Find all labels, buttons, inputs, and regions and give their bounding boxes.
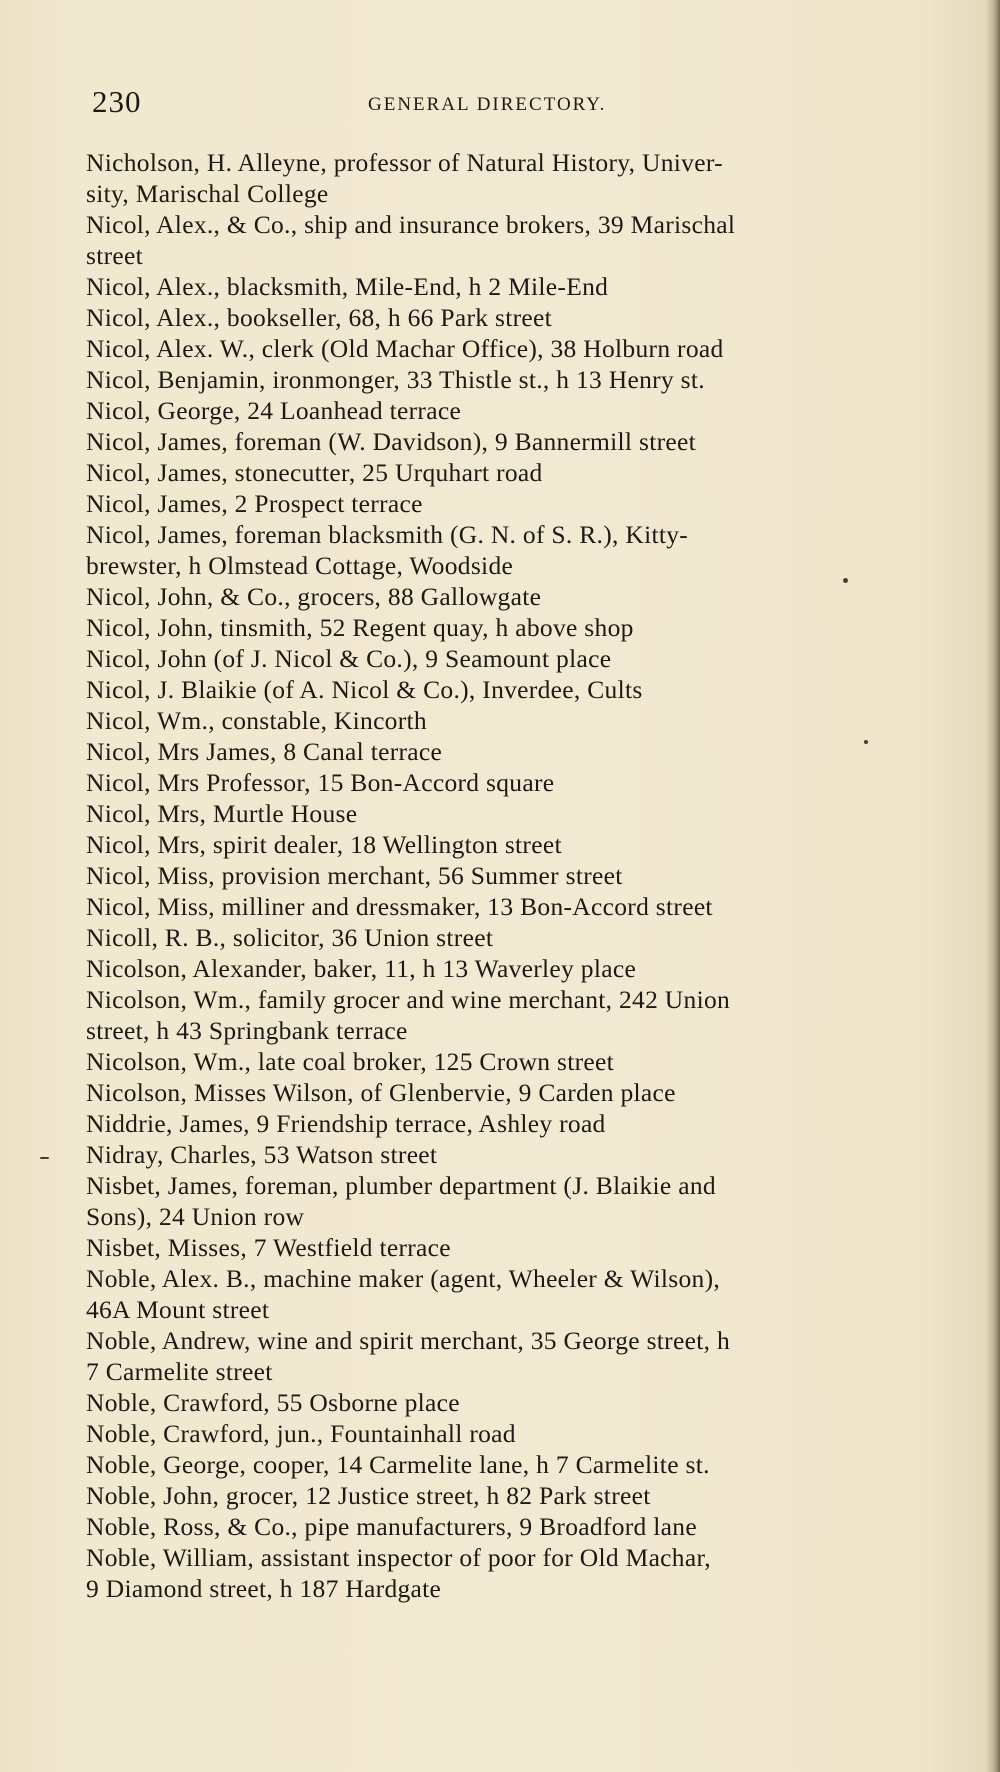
directory-entry	[86, 1139, 936, 1170]
entry-continuation-line: 46A Mount street	[86, 1295, 270, 1324]
entry-continuation-line: brewster, h Olmstead Cottage, Woodside	[86, 551, 514, 580]
directory-entry	[86, 860, 936, 891]
entry-line: Nicol, James, 2 Prospect terrace	[86, 489, 423, 518]
entry-continuation-line: Sons), 24 Union row	[86, 1202, 305, 1231]
directory-entry	[86, 1480, 936, 1511]
ink-speck	[40, 1157, 49, 1159]
entry-line: Nicol, Alex., blacksmith, Mile-End, h 2 Mile-End	[86, 272, 609, 301]
directory-entry	[86, 1511, 936, 1542]
entry-continuation-line: 9 Diamond street, h 187 Hardgate	[86, 1574, 442, 1603]
directory-entry	[86, 457, 936, 488]
directory-entry	[86, 1449, 936, 1480]
ink-speck	[843, 578, 848, 583]
directory-entry	[86, 829, 936, 860]
entry-line: Nicol, Mrs Professor, 15 Bon-Accord square	[86, 768, 555, 797]
ink-speck	[864, 740, 868, 744]
entry-line: Nicol, John, & Co., grocers, 88 Gallowgate	[86, 582, 542, 611]
entry-line: Nicol, Alex., bookseller, 68, h 66 Park street	[86, 303, 553, 332]
directory-entry	[86, 1325, 936, 1387]
entry-line: Noble, Crawford, jun., Fountainhall road	[86, 1419, 516, 1448]
directory-entry	[86, 767, 936, 798]
directory-entry	[86, 891, 936, 922]
entry-line: Nicol, Miss, milliner and dressmaker, 13 Bon-Accord street	[86, 892, 713, 921]
directory-entry	[86, 581, 936, 612]
entry-line: Nicolson, Wm., family grocer and wine merchant, 242 Union	[86, 985, 731, 1014]
directory-entry	[86, 705, 936, 736]
running-head	[92, 84, 672, 124]
entry-line: Nicol, J. Blaikie (of A. Nicol & Co.), Inverdee, Cults	[86, 675, 643, 704]
entry-line: Nicol, Mrs James, 8 Canal terrace	[86, 737, 443, 766]
directory-entry	[86, 364, 936, 395]
directory-entry	[86, 1232, 936, 1263]
entry-line: Nicol, George, 24 Loanhead terrace	[86, 396, 462, 425]
entry-line: Nicol, Alex. W., clerk (Old Machar Office), 38 Holburn road	[86, 334, 724, 363]
entry-line: Noble, Ross, & Co., pipe manufacturers, 9 Broadford lane	[86, 1512, 697, 1541]
directory-entry	[86, 302, 936, 333]
directory-entry	[86, 1108, 936, 1139]
entry-line: Nicholson, H. Alleyne, professor of Natural History, Univer-	[86, 148, 723, 177]
entry-continuation-line: street	[86, 241, 144, 270]
directory-entry	[86, 674, 936, 705]
entry-line: Nicol, James, stonecutter, 25 Urquhart road	[86, 458, 543, 487]
entry-line: Nicol, John, tinsmith, 52 Regent quay, h above shop	[86, 613, 634, 642]
page-edge-shadow	[986, 0, 1000, 1772]
directory-entry	[86, 612, 936, 643]
directory-entry	[86, 147, 936, 209]
entry-continuation-line: 7 Carmelite street	[86, 1357, 273, 1386]
directory-entry	[86, 643, 936, 674]
directory-entry	[86, 1170, 936, 1232]
directory-entry	[86, 1387, 936, 1418]
entry-line: Noble, John, grocer, 12 Justice street, h 82 Park street	[86, 1481, 651, 1510]
running-title: GENERAL DIRECTORY.	[368, 94, 607, 115]
entry-line: Nicol, Benjamin, ironmonger, 33 Thistle st., h 13 Henry st.	[86, 365, 705, 394]
entry-line: Nisbet, Misses, 7 Westfield terrace	[86, 1233, 451, 1262]
entry-line: Noble, George, cooper, 14 Carmelite lane, h 7 Carmelite st.	[86, 1450, 710, 1479]
directory-entry	[86, 1418, 936, 1449]
directory-entry	[86, 488, 936, 519]
directory-entry	[86, 395, 936, 426]
entry-line: Nidray, Charles, 53 Watson street	[86, 1140, 438, 1169]
directory-entry	[86, 984, 936, 1046]
entry-continuation-line: street, h 43 Springbank terrace	[86, 1016, 408, 1045]
entry-line: Nicoll, R. B., solicitor, 36 Union street	[86, 923, 494, 952]
entry-line: Nicol, John (of J. Nicol & Co.), 9 Seamount place	[86, 644, 612, 673]
entry-line: Nicol, James, foreman (W. Davidson), 9 Bannermill street	[86, 427, 696, 456]
directory-entry	[86, 519, 936, 581]
entry-line: Noble, Andrew, wine and spirit merchant, 35 George street, h	[86, 1326, 730, 1355]
entry-line: Nicol, Mrs, Murtle House	[86, 799, 358, 828]
directory-entry	[86, 209, 936, 271]
entry-line: Nicolson, Alexander, baker, 11, h 13 Waverley place	[86, 954, 637, 983]
directory-entries	[86, 147, 936, 1604]
entry-line: Nicolson, Wm., late coal broker, 125 Crown street	[86, 1047, 615, 1076]
directory-entry	[86, 1542, 936, 1604]
entry-line: Nisbet, James, foreman, plumber department (J. Blaikie and	[86, 1171, 716, 1200]
directory-entry	[86, 922, 936, 953]
entry-line: Niddrie, James, 9 Friendship terrace, Ashley road	[86, 1109, 606, 1138]
directory-entry	[86, 271, 936, 302]
directory-entry	[86, 1046, 936, 1077]
entry-line: Nicol, Wm., constable, Kincorth	[86, 706, 427, 735]
entry-line: Nicol, Miss, provision merchant, 56 Summer street	[86, 861, 623, 890]
directory-entry	[86, 333, 936, 364]
entry-line: Nicol, Mrs, spirit dealer, 18 Wellington street	[86, 830, 562, 859]
directory-entry	[86, 798, 936, 829]
directory-entry	[86, 426, 936, 457]
entry-line: Noble, Crawford, 55 Osborne place	[86, 1388, 460, 1417]
entry-line: Noble, Alex. B., machine maker (agent, Wheeler & Wilson),	[86, 1264, 721, 1293]
directory-entry	[86, 953, 936, 984]
page-number: 230	[92, 84, 142, 119]
entry-line: Nicol, James, foreman blacksmith (G. N. of S. R.), Kitty-	[86, 520, 689, 549]
directory-entry	[86, 1263, 936, 1325]
entry-line: Nicolson, Misses Wilson, of Glenbervie, 9 Carden place	[86, 1078, 676, 1107]
directory-entry	[86, 1077, 936, 1108]
entry-continuation-line: sity, Marischal College	[86, 179, 329, 208]
entry-line: Nicol, Alex., & Co., ship and insurance brokers, 39 Marischal	[86, 210, 736, 239]
entry-line: Noble, William, assistant inspector of poor for Old Machar,	[86, 1543, 711, 1572]
directory-entry	[86, 736, 936, 767]
